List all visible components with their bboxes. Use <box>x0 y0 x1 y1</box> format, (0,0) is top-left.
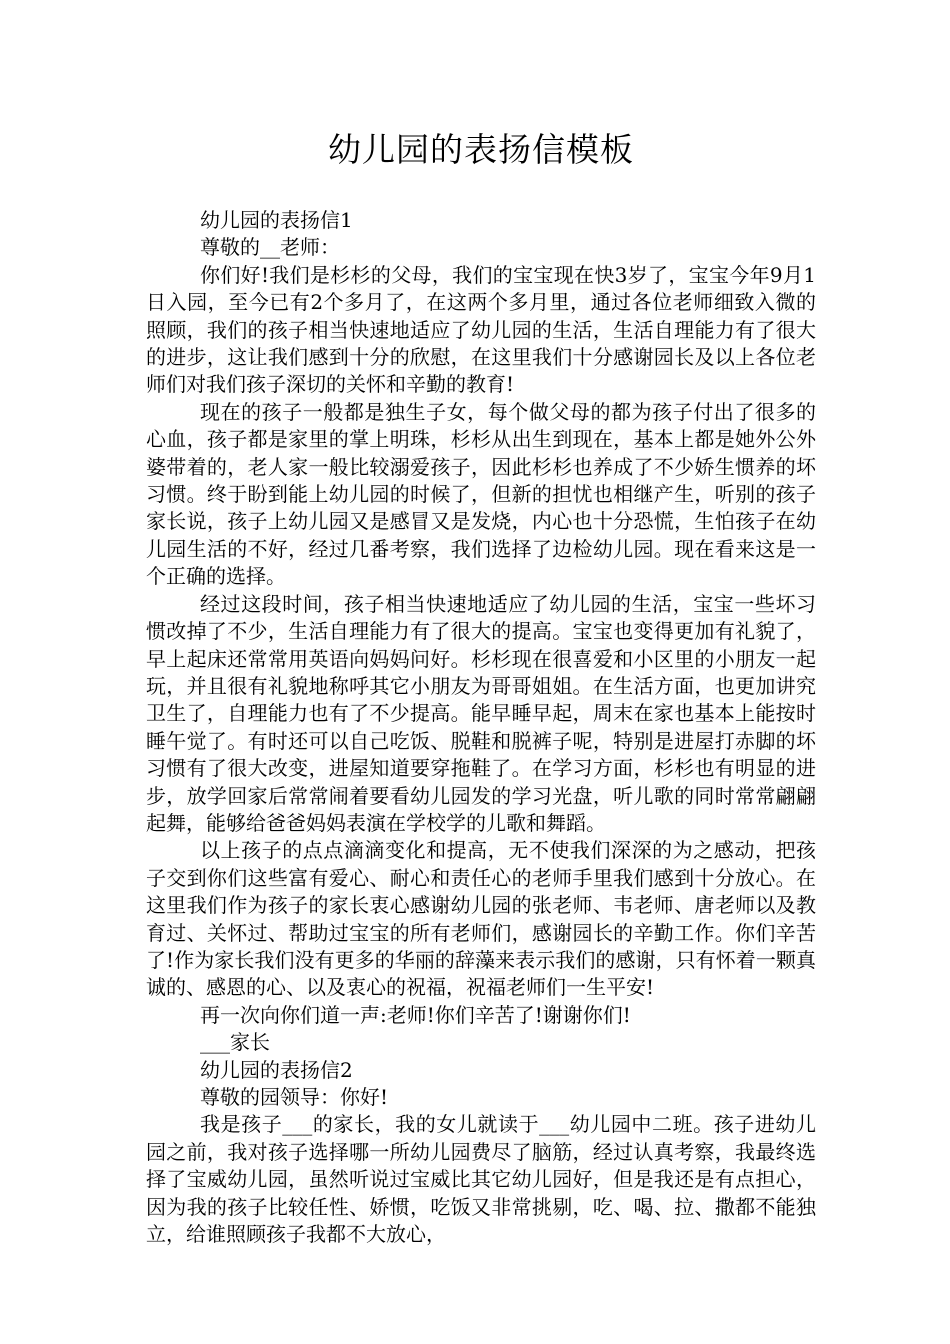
section-heading-2: 幼儿园的表扬信2 <box>200 1057 353 1082</box>
body-paragraph: 以上孩子的点点滴滴变化和提高，无不使我们深深的为之感动，把孩子交到你们这些富有爱心、耐心和责任心的老师手里我们感到十分放心。在这里我们作为孩子的家长衷心感谢幼儿园的张老师、韦老师、唐老师以及教育过、关怀过、帮助过宝宝的所有老师们，感谢园长的辛勤工作。你们辛苦了!作为家长我们没有更多的华丽的辞藻来表示我们的感谢，只有怀着一颗真诚的、感恩的心、以及衷心的祝福，祝福老师们一生平安! <box>146 838 816 1000</box>
signature-line: ___家长 <box>200 1030 270 1055</box>
salutation-1: 尊敬的__老师： <box>200 235 340 260</box>
body-paragraph: 现在的孩子一般都是独生子女，每个做父母的都为孩子付出了很多的心血，孩子都是家里的掌上明珠，杉杉从出生到现在，基本上都是她外公外婆带着的，老人家一般比较溺爱孩子，因此杉杉也养成了不少娇生惯养的坏习惯。终于盼到能上幼儿园的时候了，但新的担忧也相继产生，听别的孩子家长说，孩子上幼儿园又是感冒又是发烧，内心也十分恐慌，生怕孩子在幼儿园生活的不好，经过几番考察，我们选择了边检幼儿园。现在看来这是一个正确的选择。 <box>146 399 816 589</box>
closing-line: 再一次向你们道一声:老师!你们辛苦了!谢谢你们! <box>200 1002 631 1027</box>
document-page <box>146 128 816 1248</box>
salutation-2: 尊敬的园领导：你好! <box>200 1085 389 1109</box>
document-title: 幼儿园的表扬信模板 <box>328 130 634 169</box>
section-heading-1: 幼儿园的表扬信1 <box>200 208 353 232</box>
body-paragraph: 经过这段时间，孩子相当快速地适应了幼儿园的生活，宝宝一些坏习惯改掉了不少，生活自理能力有了很大的提高。宝宝也变得更加有礼貌了，早上起床还常常用英语向妈妈问好。杉杉现在很喜爱和小区里的小朋友一起玩，并且很有礼貌地称呼其它小朋友为哥哥姐姐。在生活方面，也更加讲究卫生了，自理能力也有了不少提高。能早睡早起，周末在家也基本上能按时睡午觉了。有时还可以自己吃饭、脱鞋和脱裤子呢，特别是进屋打赤脚的坏习惯有了很大改变，进屋知道要穿拖鞋了。在学习方面，杉杉也有明显的进步，放学回家后常常闹着要看幼儿园发的学习光盘，听儿歌的同时常常翩翩起舞，能够给爸爸妈妈表演在学校学的儿歌和舞蹈。 <box>146 591 816 835</box>
document-body <box>146 207 816 1248</box>
body-paragraph: 你们好!我们是杉杉的父母，我们的宝宝现在快3岁了，宝宝今年9月1日入园，至今已有2个多月了，在这两个多月里，通过各位老师细致入微的照顾，我们的孩子相当快速地适应了幼儿园的生活，生活自理能力有了很大的进步，这让我们感到十分的欣慰，在这里我们十分感谢园长及以上各位老师们对我们孩子深切的关怀和辛勤的教育! <box>146 262 816 397</box>
body-paragraph: 我是孩子___的家长，我的女儿就读于___幼儿园中二班。孩子进幼儿园之前，我对孩子选择哪一所幼儿园费尽了脑筋，经过认真考察，我最终选择了宝威幼儿园，虽然听说过宝威比其它幼儿园好，但是我还是有点担心，因为我的孩子比较任性、娇惯，吃饭又非常挑剔，吃、喝、拉、撒都不能独立，给谁照顾孩子我都不大放心， <box>146 1112 816 1247</box>
